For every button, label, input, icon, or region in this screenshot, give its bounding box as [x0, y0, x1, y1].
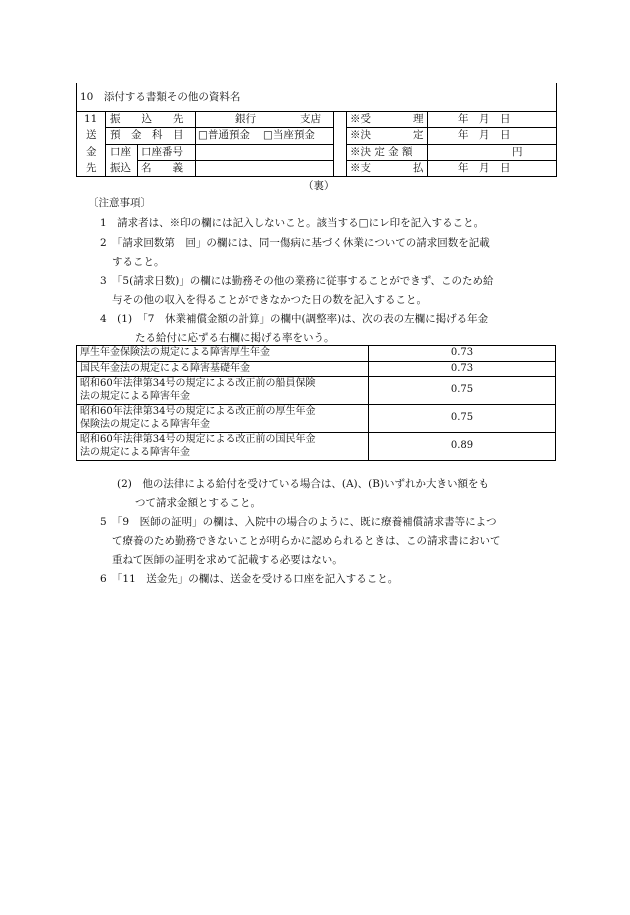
remit-number-label: 11 — [84, 113, 98, 125]
pension-type-cell — [77, 405, 369, 433]
office-kettei-value: 年 月 日 — [458, 129, 511, 141]
rate-table-row — [77, 361, 556, 377]
note-6: 6 「11 送金先」の欄は、送金を受ける口座を記入すること。 — [100, 573, 399, 585]
meigi-field[interactable] — [196, 161, 333, 176]
pension-type-text: 保険法の規定による障害年金 — [80, 418, 210, 430]
note-2-line1: 2 「請求回数第 回」の欄には、同一傷病に基づく休業についての請求回数を記載 — [100, 237, 490, 249]
office-kingaku-value: 円 — [512, 146, 523, 158]
pension-type-text: 昭和60年法律第34号の規定による改正前の厚生年金 — [80, 406, 316, 417]
note-3-line2: 与その他の収入を得ることができなかつた日の数を記入すること。 — [112, 294, 427, 306]
adjustment-rate-cell: 0.73 — [369, 346, 556, 362]
note-2-line2: すること。 — [112, 256, 165, 268]
meigi-label: 名 義 — [141, 162, 183, 174]
office-row2-line — [346, 144, 557, 145]
form-border-left — [76, 83, 77, 177]
ura-label: （裏） — [303, 180, 335, 192]
remit-label-kin: 金 — [86, 146, 97, 158]
rate-table-row — [77, 405, 556, 433]
remit-label-saki: 先 — [86, 162, 97, 174]
rate-table-row — [77, 433, 556, 461]
note-4-line2: たる給付に応ずる右欄に掲げる率をいう。 — [135, 332, 335, 344]
futsu-checkbox[interactable]: □普通預金 — [198, 129, 250, 141]
note-5-line1: 5 「9 医師の証明」の欄は、入院中の場合のように、既に療養補償請求書等によつ — [100, 516, 497, 528]
pension-type-cell — [77, 377, 369, 405]
office-uketori-label: ※受 理 — [350, 113, 424, 125]
rate-table-row — [77, 346, 556, 362]
adjustment-rate-cell: 0.75 — [369, 377, 556, 405]
section10-bottom-line — [76, 111, 557, 112]
office-row1-line — [346, 127, 557, 128]
note-3-line1: 3 「5(請求日数)」の欄には勤務その他の業務に従事することができず、このため給 — [100, 275, 494, 287]
note-4-line1: 4 (1) 「7 休業補償金額の計算」の欄中(調整率)は、次の表の左欄に掲げる年金 — [100, 313, 489, 325]
office-uketori-value: 年 月 日 — [458, 113, 511, 125]
pension-type-text: 国民年金法の規定による障害基礎年金 — [80, 362, 250, 374]
note-5-line3: 重ねて医師の証明を求めて記載する必要はない。 — [112, 554, 343, 566]
furikomi-label: 振込 — [110, 162, 131, 174]
adjustment-rate-cell: 0.73 — [369, 361, 556, 377]
furikomi-saki-label: 振 込 先 — [110, 113, 184, 125]
remit-row1-line — [105, 127, 334, 128]
note-4-2-line1: (2) 他の法律による給付を受けている場合は、(A)、(B)いずれか大きい額をも — [117, 478, 490, 490]
adjustment-rate-table — [76, 345, 556, 461]
pension-type-text: 昭和60年法律第34号の規定による改正前の国民年金 — [80, 434, 316, 445]
branch-label: 支店 — [300, 113, 321, 125]
form-top-left-tick — [76, 83, 77, 93]
pension-type-text: 昭和60年法律第34号の規定による改正前の船員保険 — [80, 378, 316, 389]
remit-label-so: 送 — [86, 129, 97, 141]
rate-table-row — [77, 377, 556, 405]
note-4-2-line2: つて請求金額とすること。 — [135, 497, 261, 509]
adjustment-rate-cell: 0.89 — [369, 433, 556, 461]
office-shiharai-value: 年 月 日 — [458, 162, 511, 174]
note-1: 1 請求者は、※印の欄には記入しないこと。該当する□にレ印を記入すること。 — [100, 217, 485, 229]
pension-type-cell — [77, 433, 369, 461]
adjustment-rate-cell: 0.75 — [369, 405, 556, 433]
pension-type-cell — [77, 346, 369, 362]
koza-bango-field[interactable] — [196, 145, 333, 160]
koza-label: 口座 — [110, 146, 131, 158]
office-kingaku-label: ※決 定 金 額 — [350, 146, 413, 158]
pension-type-cell — [77, 361, 369, 377]
pension-type-text: 法の規定による障害年金 — [80, 446, 190, 458]
note-5-line2: て療養のため勤務できないことが明らかに認められるときは、この請求書において — [112, 535, 501, 547]
yokin-kamoku-label: 預 金 科 目 — [110, 129, 184, 141]
section10-label: 10 添付する書類その他の資料名 — [80, 91, 241, 103]
notes-heading: 〔注意事項〕 — [88, 197, 151, 209]
pension-type-text: 法の規定による障害年金 — [80, 390, 190, 402]
form-bottom-line — [76, 176, 557, 177]
form-section — [0, 0, 630, 180]
pension-type-text: 厚生年金保険法の規定による障害厚生年金 — [80, 347, 270, 358]
toza-checkbox[interactable]: □当座預金 — [263, 129, 315, 141]
office-row3-line — [346, 160, 557, 161]
form-border-right — [556, 83, 557, 177]
koza-bango-label: 口座番号 — [141, 146, 183, 158]
office-kettei-label: ※決 定 — [350, 129, 424, 141]
office-shiharai-label: ※支 払 — [350, 162, 424, 174]
bank-label: 銀行 — [235, 113, 256, 125]
